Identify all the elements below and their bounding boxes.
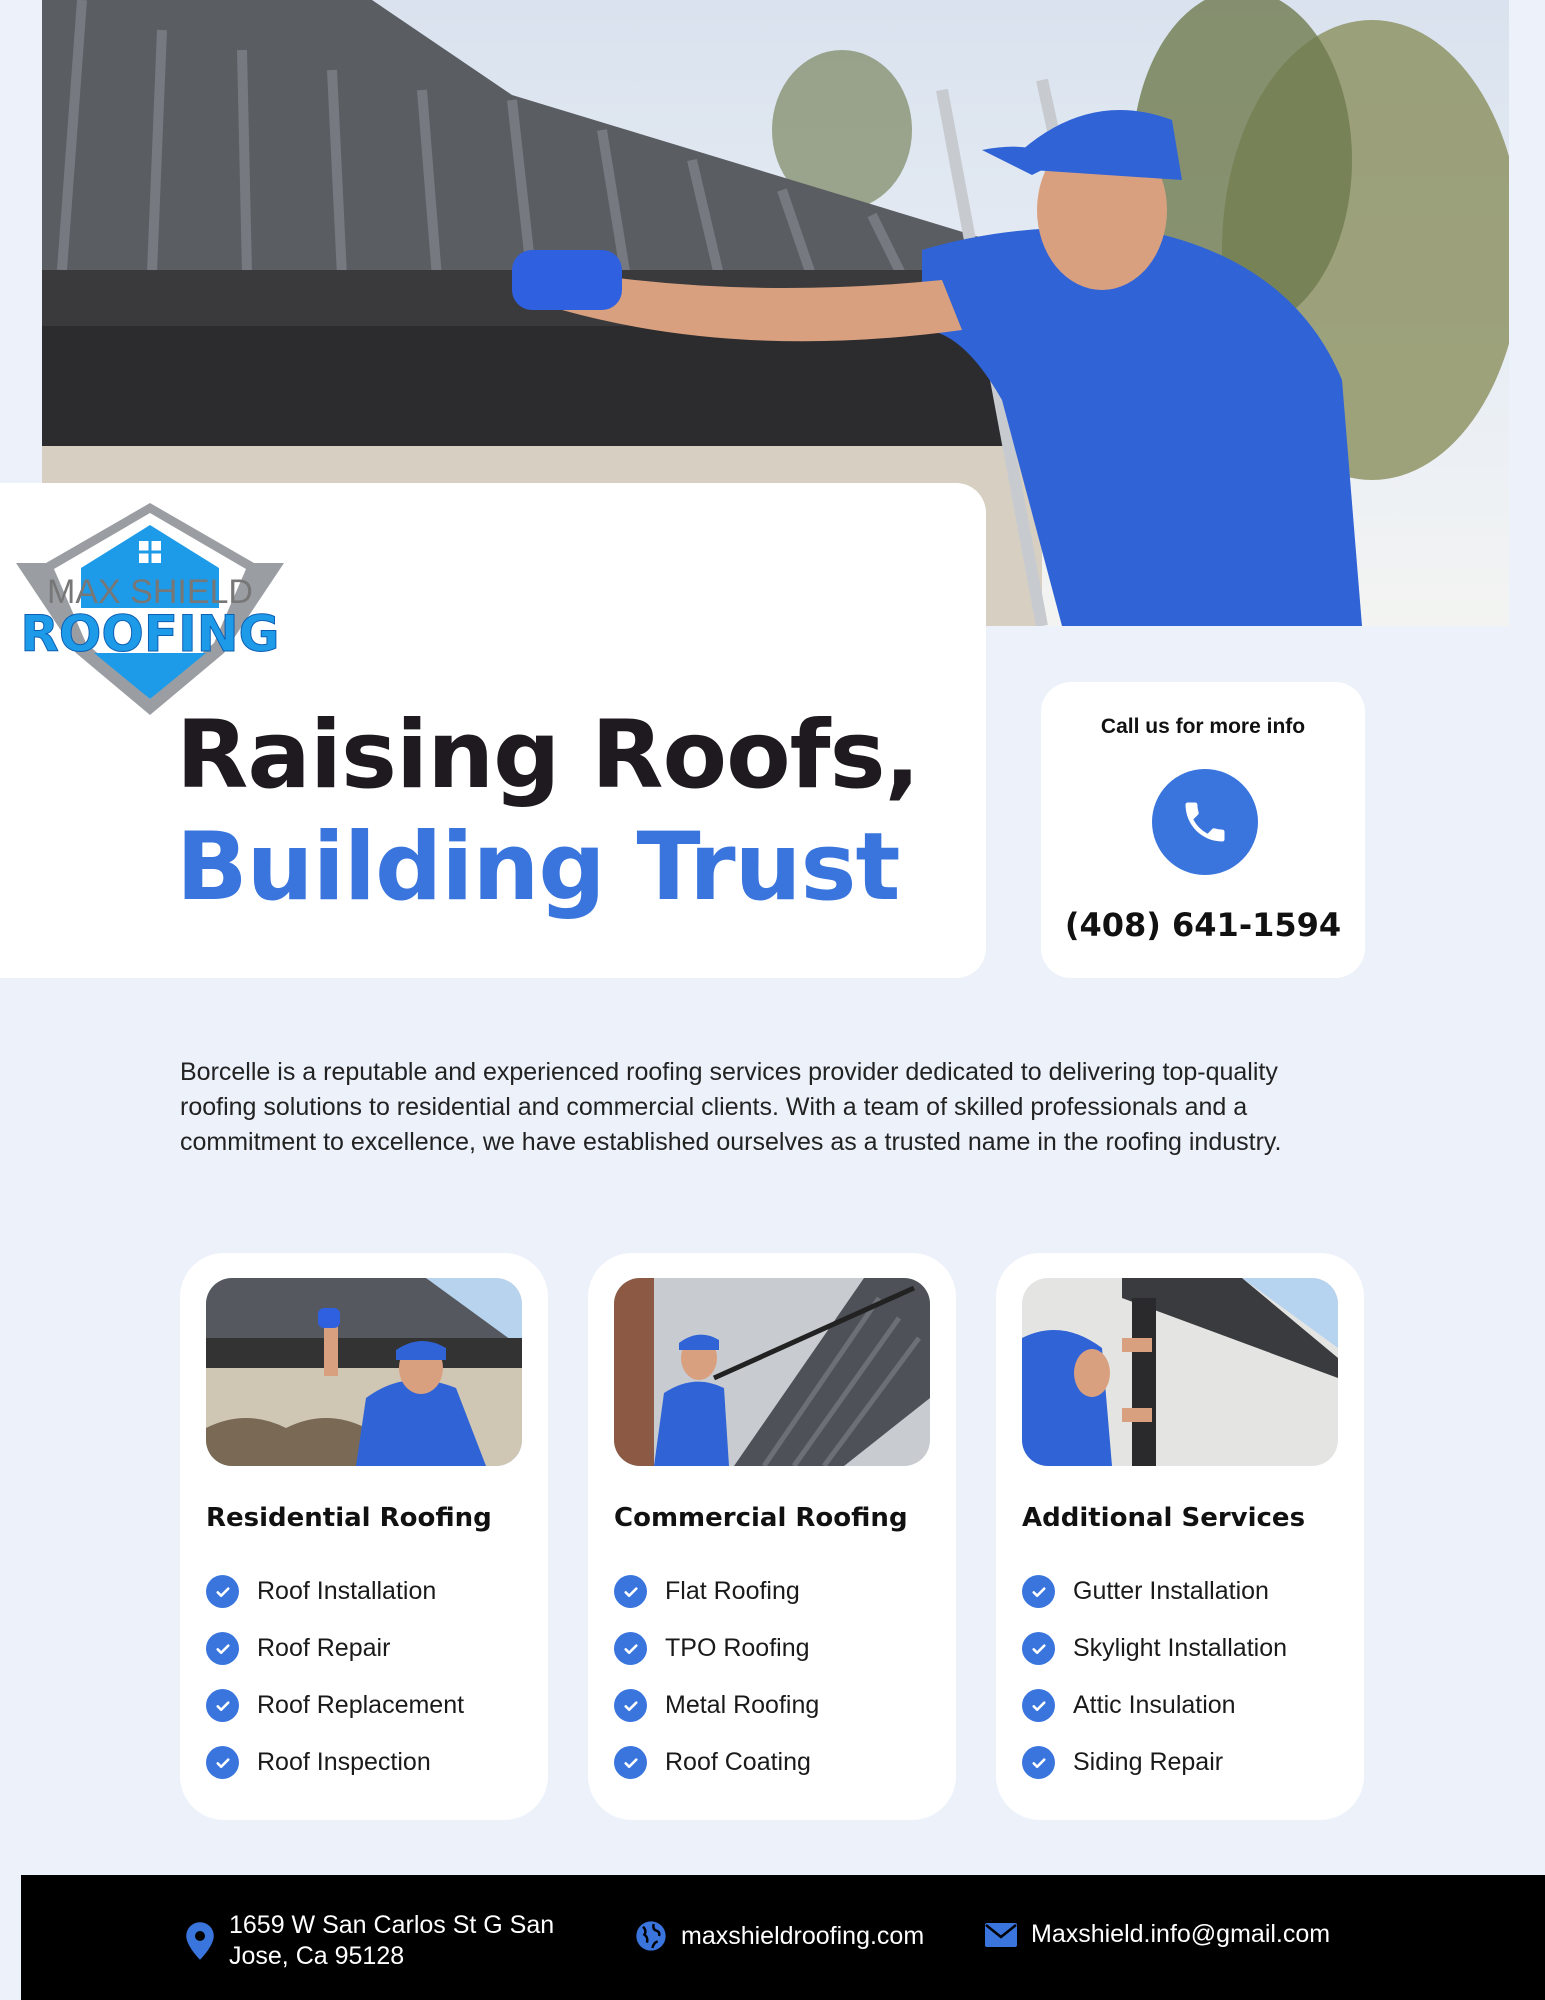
list-item: Attic Insulation: [1022, 1677, 1287, 1734]
service-card-residential: [180, 1253, 548, 1820]
list-item: Roof Replacement: [206, 1677, 464, 1734]
footer-address: [185, 1910, 554, 1972]
phone-number[interactable]: (408) 641-1594: [1064, 906, 1342, 944]
footer-website[interactable]: [635, 1920, 924, 1952]
check-icon: [614, 1575, 647, 1608]
check-icon: [206, 1575, 239, 1608]
card-title-commercial: Commercial Roofing: [614, 1503, 908, 1533]
check-icon: [614, 1689, 647, 1722]
logo-text-top: MAX SHIELD: [47, 573, 253, 611]
list-item: TPO Roofing: [614, 1620, 819, 1677]
website-link[interactable]: maxshieldroofing.com: [681, 1921, 925, 1950]
additional-photo: [1022, 1278, 1338, 1466]
call-label: Call us for more info: [1100, 715, 1306, 738]
email-link[interactable]: Maxshield.info@gmail.com: [1031, 1920, 1331, 1948]
phone-icon: [1179, 796, 1231, 848]
list-item: Roof Repair: [206, 1620, 464, 1677]
residential-photo: [206, 1278, 522, 1466]
list-item: Skylight Installation: [1022, 1620, 1287, 1677]
list-item: Roof Coating: [614, 1734, 819, 1791]
headline-line-1: Raising Roofs,: [176, 701, 920, 810]
check-icon: [614, 1632, 647, 1665]
contact-card: [1041, 682, 1365, 978]
footer-email[interactable]: [985, 1920, 1330, 1949]
brand-logo: [14, 503, 286, 715]
list-item: Roof Inspection: [206, 1734, 464, 1791]
list-item: Flat Roofing: [614, 1563, 819, 1620]
commercial-list: [614, 1563, 819, 1791]
logo-text-bottom: ROOFING: [20, 605, 280, 663]
mail-icon: [985, 1922, 1017, 1948]
call-button[interactable]: [1152, 769, 1258, 875]
residential-list: [206, 1563, 464, 1791]
additional-list: [1022, 1563, 1287, 1791]
check-icon: [206, 1689, 239, 1722]
check-icon: [206, 1746, 239, 1779]
address-line-2: Jose, Ca 95128: [229, 1942, 405, 1970]
card-title-residential: Residential Roofing: [206, 1503, 492, 1533]
check-icon: [206, 1632, 239, 1665]
commercial-photo: [614, 1278, 930, 1466]
service-card-commercial: [588, 1253, 956, 1820]
globe-icon: [635, 1920, 667, 1952]
check-icon: [614, 1746, 647, 1779]
location-pin-icon: [185, 1922, 215, 1960]
headline-line-2: Building Trust: [176, 813, 900, 922]
list-item: Gutter Installation: [1022, 1563, 1287, 1620]
check-icon: [1022, 1632, 1055, 1665]
card-title-additional: Additional Services: [1022, 1503, 1306, 1533]
address-line-1: 1659 W San Carlos St G San: [229, 1911, 555, 1939]
list-item: Metal Roofing: [614, 1677, 819, 1734]
check-icon: [1022, 1575, 1055, 1608]
list-item: Siding Repair: [1022, 1734, 1287, 1791]
page-title: [176, 700, 919, 924]
check-icon: [1022, 1746, 1055, 1779]
list-item: Roof Installation: [206, 1563, 464, 1620]
footer: [21, 1875, 1545, 2000]
about-text: Borcelle is a reputable and experienced roofing services provider dedicated to delivering top-quality roofing solutions to residential and commercial clients. With a team of skilled professionals and a commitment to excellence, we have established ourselves as a trusted name in the roofing industry.: [180, 1058, 1282, 1156]
service-card-additional: [996, 1253, 1364, 1820]
check-icon: [1022, 1689, 1055, 1722]
